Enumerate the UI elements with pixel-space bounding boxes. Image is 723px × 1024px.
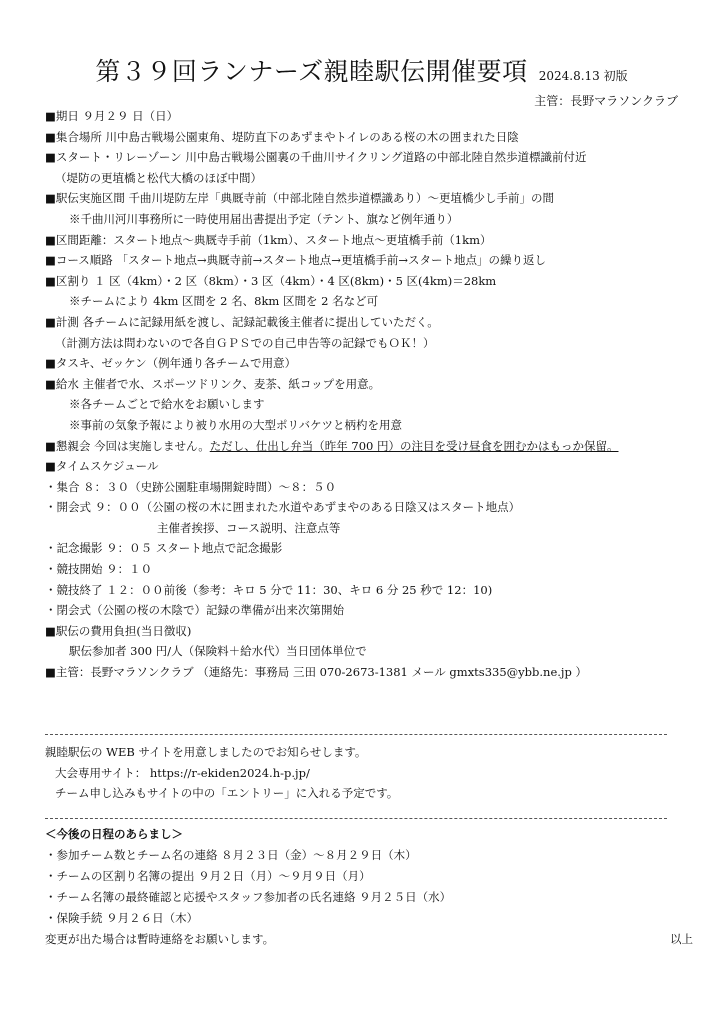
dashed-divider-bottom: [45, 818, 667, 819]
organizer-label: 主管：長野マラソンクラブ: [534, 94, 678, 108]
legs-line: ■区割り １ 区（4km）・2 区（8km）・3 区（4km）・4 区(8km)・5 区(4km)＝28km: [45, 273, 497, 288]
closing-text: 変更が出た場合は暫時連絡をお願いします。: [45, 932, 275, 946]
party-text: ■懇親会 今回は実施しません。: [45, 438, 210, 453]
start-relay-zone-line: ■スタート・リレーゾーン 川中島古戦場公園裏の千曲川サイクリング道路の中部北陸自然歩道標識前付近: [45, 150, 587, 165]
schedule-opening: ・開会式 ９：００（公園の桜の木に囲まれた水道やあずまやのある日陰又はスタート地点）: [45, 500, 521, 515]
website-notice: 親睦駅伝の WEB サイトを用意しましたのでお知らせします。: [45, 745, 367, 759]
section-line: ■駅伝実施区間 千曲川堤防左岸「典厩寺前（中部北陸自然歩道標識あり）～更埴橋少し手前」の間: [45, 191, 555, 206]
water-line: ■給水 主催者で水、スポーツドリンク、麦茶、紙コップを用意。: [45, 376, 381, 391]
schedule-end: ・競技終了 １２：００前後（参考：キロ 5 分で 11：30、キロ 6 分 25 秒で 12：10): [45, 582, 493, 597]
section-note: ※千曲川河川事務所に一時使用届出書提出予定（テント、旗など例年通り）: [69, 211, 459, 226]
timing-line: ■計測 各チームに記録用紙を渡し、記録記載後主催者に提出していただく。: [45, 314, 439, 329]
upcoming-item: ・保険手続 ９月２６日（木）: [45, 911, 199, 925]
closing-line: [45, 929, 693, 950]
schedule-photo: ・記念撮影 ９：０５ スタート地点で記念撮影: [45, 541, 283, 556]
end-mark: 以上: [670, 932, 693, 946]
event-details: [45, 106, 685, 683]
cost-detail: 駅伝参加者 300 円/人（保険料＋給水代）当日団体単位で: [69, 644, 367, 659]
website-section: [45, 742, 685, 804]
edition-date: 2024.8.13 初版: [538, 69, 628, 83]
cost-line: ■駅伝の費用負担(当日徴収): [45, 623, 192, 638]
course-line: ■コース順路 「スタート地点→典厩寺前→スタート地点→更埴橋手前→スタート地点」の繰り返し: [45, 253, 546, 268]
website-url-line[interactable]: 大会専用サイト： https://r-ekiden2024.h-p.jp/: [55, 765, 310, 780]
schedule-closing: ・閉会式（公園の桜の木陰で）記録の準備が出来次第開始: [45, 603, 344, 618]
upcoming-item: ・チームの区割り名簿の提出 ９月２日（月）～９月９日（月）: [45, 869, 371, 883]
document-title: 第３９回ランナーズ親睦駅伝開催要項: [95, 57, 528, 86]
date-line: ■期日 ９月２９ 日（日）: [45, 109, 179, 123]
contact-line: ■主管：長野マラソンクラブ （連絡先：事務局 三田 070-2673-1381 メール gmxts335@ybb.ne.jp ）: [45, 665, 587, 680]
document-title-block: [0, 52, 723, 88]
schedule-start: ・競技開始 ９：１０: [45, 562, 153, 577]
party-line: [45, 436, 685, 457]
distance-line: ■区間距離：スタート地点～典厩寺手前（1km）、スタート地点～更埴橋手前（1km）: [45, 232, 492, 247]
dashed-divider-top: [45, 734, 667, 735]
schedule-heading: ■タイムスケジュール: [45, 459, 159, 474]
schedule-opening-note: 主催者挨拶、コース説明、注意点等: [157, 520, 341, 535]
upcoming-item: ・参加チーム数とチーム名の連絡 ８月２３日（金）～８月２９日（木）: [45, 848, 417, 862]
website-entry-note: チーム申し込みもサイトの中の「エントリー」に入れる予定です。: [55, 786, 399, 801]
sash-line: ■タスキ、ゼッケン（例年通り各チームで用意）: [45, 356, 297, 371]
upcoming-heading: ＜今後の日程のあらまし＞: [45, 827, 183, 841]
meeting-place-line: ■集合場所 川中島古戦場公園東角、堤防直下のあずまやトイレのある桜の木の囲まれた日陰: [45, 129, 519, 144]
upcoming-item: ・チーム名簿の最終確認と応援やスタッフ参加者の氏名連絡 ９月２５日（水）: [45, 890, 452, 904]
schedule-gather: ・集合 ８：３０（史跡公園駐車場開錠時間）～８：５０: [45, 479, 337, 494]
water-note-1: ※各チームごとで給水をお願いします: [69, 397, 265, 412]
water-note-2: ※事前の気象予報により被り水用の大型ポリバケツと柄杓を用意: [69, 417, 403, 432]
timing-note: （計測方法は問わないので各自ＧＰＳでの自己申告等の記録でもＯＫ！）: [55, 335, 435, 350]
party-underlined-text: ただし、仕出し弁当（昨年 700 円）の注目を受け昼食を囲むかはもっか保留。: [209, 438, 619, 453]
legs-note: ※チームにより 4km 区間を 2 名、8km 区間を 2 名など可: [69, 294, 379, 309]
start-relay-zone-note: （堤防の更埴橋と松代大橋のほぼ中間）: [55, 170, 262, 185]
upcoming-schedule: [45, 824, 693, 950]
